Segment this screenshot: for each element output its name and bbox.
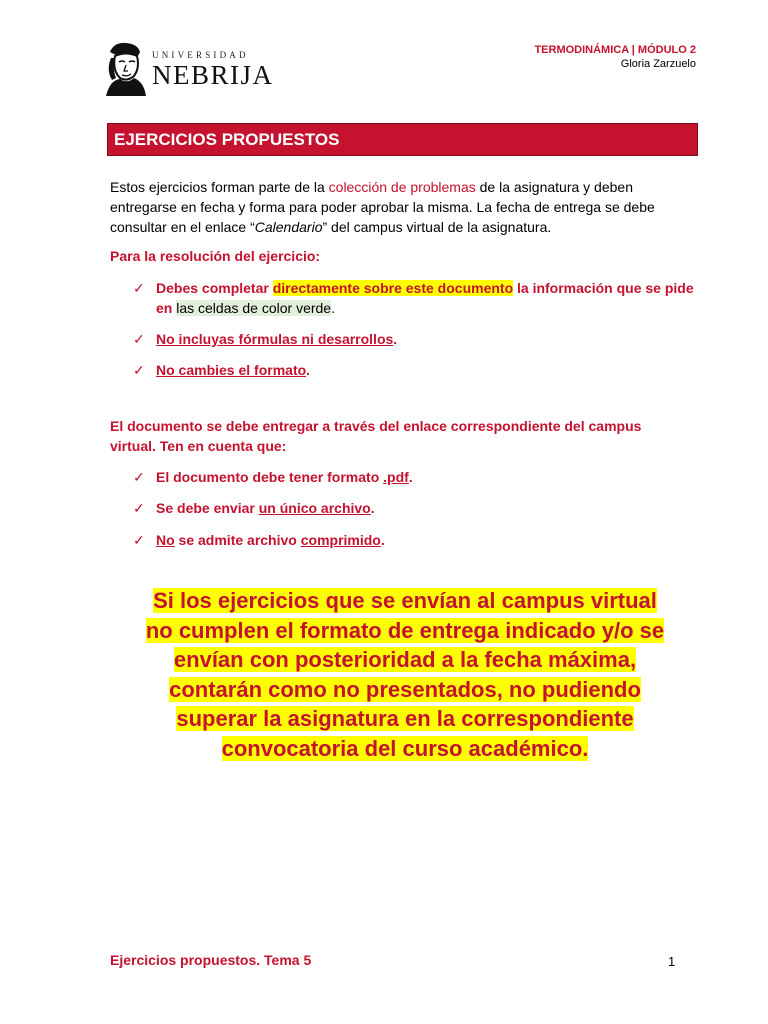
list-item	[133, 329, 701, 349]
item-text: Se debe enviar	[156, 500, 259, 516]
intro-text-1: Estos ejercicios forman parte de la	[110, 179, 329, 195]
logo-title: NEBRIJA	[152, 60, 274, 90]
item-text: No	[156, 532, 175, 548]
delivery-heading: El documento se debe entregar a través del enlace correspondiente del campus virtual. Ten en cuenta que:	[110, 418, 642, 454]
page-number: 1	[668, 954, 676, 969]
footer-title: Ejercicios propuestos. Tema 5	[110, 952, 312, 968]
highlighted-text: directamente sobre este documento	[272, 280, 514, 296]
delivery-list-3	[133, 530, 701, 550]
section-banner	[107, 123, 698, 156]
intro-text-3: ” del campus virtual de la asignatura.	[322, 219, 552, 235]
item-text: .	[393, 331, 398, 347]
checkmark-icon: ✓	[133, 500, 145, 516]
resolution-list-3	[133, 360, 701, 380]
warning-line: envían con posterioridad a la fecha máxima,	[173, 647, 637, 672]
section-title: EJERCICIOS PROPUESTOS	[114, 130, 340, 149]
item-text: .pdf	[383, 469, 409, 485]
author-name: Gloria Zarzuelo	[620, 58, 696, 70]
item-text: .	[408, 469, 413, 485]
item-text: No incluyas fórmulas ni desarrollos	[156, 331, 394, 347]
list-item	[133, 530, 701, 550]
delivery-list	[133, 467, 701, 487]
green-cells-text: las celdas de color verde	[176, 300, 332, 316]
problems-collection-link[interactable]: colección de problemas	[328, 179, 476, 195]
item-text: Debes completar	[156, 280, 273, 296]
list-item	[133, 467, 701, 487]
list-item	[133, 278, 701, 318]
resolution-list-2	[133, 329, 701, 349]
item-text: .	[306, 362, 311, 378]
resolution-list	[133, 278, 701, 318]
item-text: El documento debe tener formato	[156, 469, 384, 485]
item-text: .	[370, 500, 375, 516]
warning-line: contarán como no presentados, no pudiendo	[169, 676, 641, 702]
warning-line: convocatoria del curso académico.	[221, 735, 589, 761]
item-text: No cambies el formato	[156, 362, 307, 378]
delivery-list-2	[133, 498, 701, 518]
item-text: .	[331, 300, 335, 316]
resolution-heading: Para la resolución del ejercicio:	[110, 248, 321, 264]
submission-warning	[120, 586, 690, 763]
warning-line: Si los ejercicios que se envían al campus virtual	[153, 588, 657, 613]
checkmark-icon: ✓	[133, 362, 145, 378]
checkmark-icon: ✓	[133, 532, 145, 548]
checkmark-icon: ✓	[133, 331, 145, 347]
list-item	[133, 498, 701, 518]
header-info	[534, 44, 696, 70]
item-text: se admite archivo	[174, 532, 301, 548]
logo-subtitle: UNIVERSIDAD	[152, 50, 249, 60]
course-module: TERMODINÁMICA | MÓDULO 2	[534, 44, 696, 56]
item-text: un único archivo	[258, 500, 371, 516]
warning-line: no cumplen el formato de entrega indicado y/o se	[145, 617, 665, 643]
warning-line: superar la asignatura en la correspondiente	[176, 706, 634, 731]
list-item	[133, 360, 701, 380]
scholar-portrait-icon	[100, 38, 148, 98]
item-text: .	[380, 532, 385, 548]
university-logo	[100, 38, 280, 98]
intro-paragraph	[110, 177, 700, 237]
item-text: la información que se pide en	[156, 280, 694, 316]
item-text: comprimido	[300, 532, 381, 548]
intro-text-2: de la asignatura y deben entregarse en fecha y forma para poder aprobar la misma. La fecha de entrega se debe consultar en el enlace “	[110, 179, 655, 235]
calendar-link-name: Calendario	[254, 219, 323, 235]
checkmark-icon: ✓	[133, 469, 145, 485]
checkmark-icon: ✓	[133, 280, 145, 296]
